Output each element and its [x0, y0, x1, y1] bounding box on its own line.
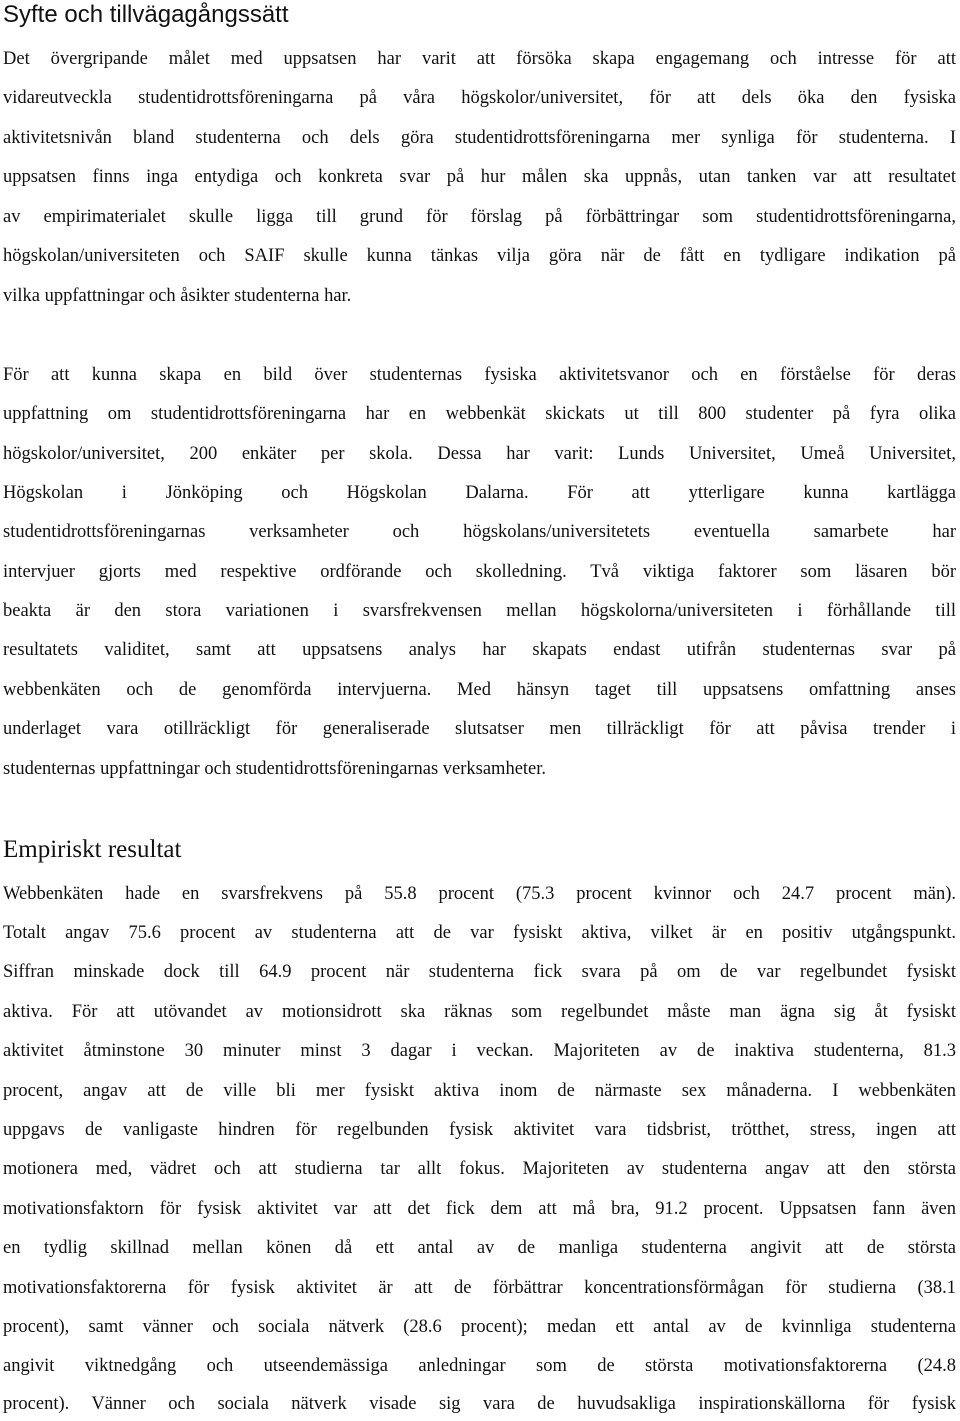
text-line: resultatets validitet, samt att uppsatsens analys har skapats endast utifrån studenternas svar på: [3, 640, 956, 660]
text-line: procent). Vänner och sociala nätverk visade sig vara de huvudsakliga inspirationskällorna för fysisk: [3, 1394, 956, 1414]
text-line: högskolor/universitet, 200 enkäter per skola. Dessa har varit: Lunds Universitet, Umeå Universitet,: [3, 444, 956, 464]
text-line: underlaget vara otillräckligt för generaliserade slutsatser men tillräckligt för att påvisa trender i: [3, 719, 956, 739]
text-line: För att kunna skapa en bild över studenternas fysiska aktivitetsvanor och en förståelse för deras: [3, 365, 956, 385]
text-line: Totalt angav 75.6 procent av studenterna att de var fysiskt aktiva, vilket är en positiv utgångspunkt.: [3, 923, 956, 943]
text-line: uppsatsen finns inga entydiga och konkreta svar på hur målen ska uppnås, utan tanken var att resultatet: [3, 167, 956, 187]
text-line: angivit viktnedgång och utseendemässiga anledningar som de största motivationsfaktorerna (24.8: [3, 1356, 956, 1376]
text-line: aktivitetsnivån bland studenterna och dels göra studentidrottsföreningarna mer synliga för studenterna. I: [3, 128, 956, 148]
text-line: vidareutveckla studentidrottsföreningarna på våra högskolor/universitet, för att dels öka den fysiska: [3, 88, 956, 108]
text-line: webbenkäten och de genomförda intervjuerna. Med hänsyn taget till uppsatsens omfattning anses: [3, 680, 956, 700]
text-line: av empirimaterialet skulle ligga till grund för förslag på förbättringar som studentidrottsföreningarna,: [3, 207, 956, 227]
text-line: Webbenkäten hade en svarsfrekvens på 55.8 procent (75.3 procent kvinnor och 24.7 procent män).: [3, 884, 956, 904]
text-line: motivationsfaktorn för fysisk aktivitet var att det fick dem att må bra, 91.2 procent. Uppsatsen fann även: [3, 1199, 956, 1219]
text-line: Siffran minskade dock till 64.9 procent när studenterna fick svara på om de var regelbundet fysiskt: [3, 962, 956, 982]
text-line: studentidrottsföreningarnas verksamheter och högskolans/universitetets eventuella samarbete har: [3, 522, 956, 542]
text-line: motionera med, vädret och att studierna tar allt fokus. Majoriteten av studenterna angav att den största: [3, 1159, 956, 1179]
text-line: procent), samt vänner och sociala nätverk (28.6 procent); medan ett antal av de kvinnliga studenterna: [3, 1317, 956, 1337]
text-line: Högskolan i Jönköping och Högskolan Dalarna. För att ytterligare kunna kartlägga: [3, 483, 956, 503]
text-line: Det övergripande målet med uppsatsen har varit att försöka skapa engagemang och intresse för att: [3, 49, 956, 69]
text-line: motivationsfaktorerna för fysisk aktivitet är att de förbättrar koncentrationsförmågan för studierna (38.1: [3, 1278, 956, 1298]
section-heading-syfte: Syfte och tillvägagångssätt: [3, 1, 289, 28]
section-heading-empiriskt: Empiriskt resultat: [3, 836, 182, 863]
text-line: beakta är den stora variationen i svarsfrekvensen mellan högskolorna/universiteten i förhållande till: [3, 601, 956, 621]
text-line: aktiva. För att utövandet av motionsidrott ska räknas som regelbundet måste man ägna sig åt fysiskt: [3, 1002, 956, 1022]
text-line: uppfattning om studentidrottsföreningarna har en webbenkät skickats ut till 800 studenter på fyra olika: [3, 404, 956, 424]
text-line: högskolan/universiteten och SAIF skulle kunna tänkas vilja göra när de fått en tydligare indikation på: [3, 246, 956, 266]
text-line: vilka uppfattningar och åsikter studenterna har.: [3, 286, 352, 306]
text-line: studenternas uppfattningar och studentidrottsföreningarnas verksamheter.: [3, 759, 547, 779]
text-line: procent, angav att de ville bli mer fysiskt aktiva inom de närmaste sex månaderna. I webbenkäten: [3, 1081, 956, 1101]
text-line: intervjuer gjorts med respektive ordförande och skolledning. Två viktiga faktorer som läsaren bör: [3, 562, 956, 582]
text-line: uppgavs de vanligaste hindren för regelbunden fysisk aktivitet vara tidsbrist, trötthet, stress, ingen att: [3, 1120, 956, 1140]
text-line: aktivitet åtminstone 30 minuter minst 3 dagar i veckan. Majoriteten av de inaktiva studenterna, 81.3: [3, 1041, 956, 1061]
text-line: en tydlig skillnad mellan könen då ett antal av de manliga studenterna angivit att de största: [3, 1238, 956, 1258]
